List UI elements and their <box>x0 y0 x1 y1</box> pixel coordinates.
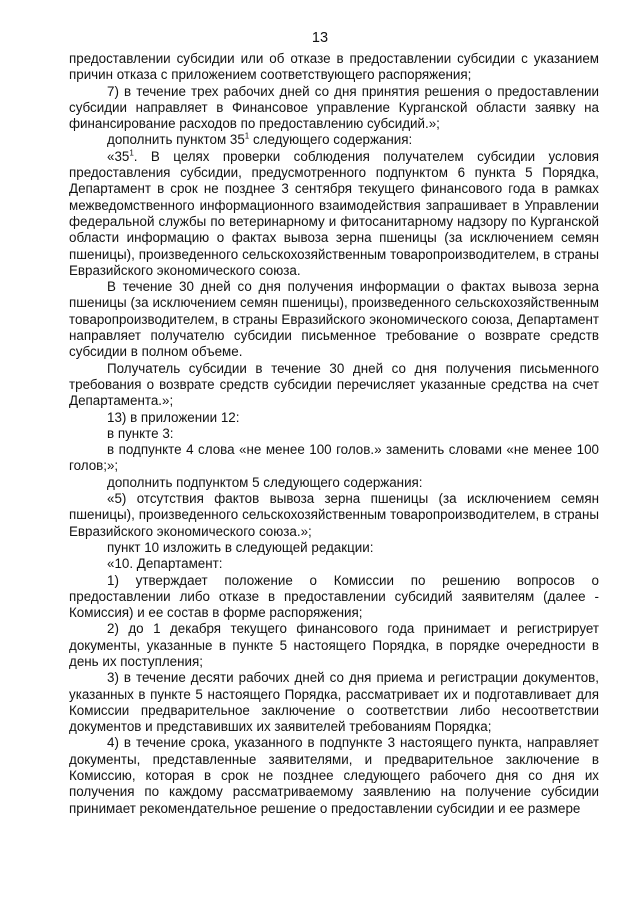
paragraph-point-10-header: «10. Департамент: <box>107 556 223 572</box>
paragraph-add-subpoint-5: дополнить подпунктом 5 следующего содержания: <box>107 474 423 490</box>
superscript: 1 <box>244 132 250 142</box>
paragraph-text: дополнить пунктом 35 <box>107 132 245 148</box>
paragraph-item-2: 2) до 1 декабря текущего финансового года принимает и регистрирует документы, указанные в пункте 5 настоящего Порядка, в порядке очередности в день их поступления; <box>69 621 599 669</box>
paragraph-subpoint-4: в подпункте 4 слова «не менее 100 голов.» заменить словами «не менее 100 голов;»; <box>69 442 599 474</box>
paragraph-appendix-12: 13) в приложении 12: <box>107 409 240 425</box>
paragraph-point-35-1 <box>69 149 599 279</box>
paragraph-recipient-returns: Получатель субсидии в течение 30 дней со дня получения письменного требования о возврате средств субсидии перечисляет указанные средства на счет Департамента.»; <box>69 360 599 409</box>
paragraph-text: следующего содержания: <box>249 132 413 148</box>
paragraph-point-3: в пункте 3: <box>107 425 174 441</box>
paragraph-item-7: 7) в течение трех рабочих дней со дня принятия решения о предоставлении субсидии направляет в Финансовое управление Курганской области заявку на финансирование расходов по предоставлению субсидий.»; <box>69 83 599 132</box>
page-number: 13 <box>311 30 329 46</box>
paragraph-text: «35 <box>107 148 130 164</box>
superscript: 1 <box>129 148 134 158</box>
paragraph-point-10-edit: пункт 10 изложить в следующей редакции: <box>107 539 374 555</box>
document-body <box>69 51 599 817</box>
paragraph-add-point-35-1 <box>69 132 599 148</box>
paragraph-item-4: 4) в течение срока, указанного в подпункте 3 настоящего пункта, направляет документы, представленные заявителями, и предварительное заключение в Комиссию, которая в срок не позднее следующего рабочего дня со дня их получения по каждому рассматриваемому заявлению на получение субсидии принимает рекомендательное решение о предоставлении субсидии и ее размере <box>69 735 599 816</box>
paragraph-30-days-information: В течение 30 дней со дня получения информации о фактах вывоза зерна пшеницы (за исключением семян пшеницы), произведенного сельскохозяйственным товаропроизводителем, в страны Евразийского экономического союза, Департамент направляет получателю субсидии письменное требование о возврате средств субсидии в полном объеме. <box>69 279 599 360</box>
paragraph-text: . В целях проверки соблюдения получателем субсидии условия предоставления субсидии, предусмотренного подпунктом 6 пункта 5 Порядка, Департамент в срок не позднее 3 сентября текущего финансового года в рамках межведомственного информационного взаимодействия запрашивает в Управлении федеральной службы по ветеринарному и фитосанитарному надзору по Курганской области информацию о фактах вывоза зерна пшеницы (за исключением семян пшеницы), произведенного сельскохозяйственным товаропроизводителем, в страны Евразийского экономического союза. <box>69 148 599 278</box>
paragraph-subpoint-5-text: «5) отсутствия фактов вывоза зерна пшеницы (за исключением семян пшеницы), произведенного сельскохозяйственным товаропроизводителем, в страны Евразийского экономического союза.»; <box>69 491 599 539</box>
paragraph-item-3: 3) в течение десяти рабочих дней со дня приема и регистрации документов, указанных в пункте 5 настоящего Порядка, рассматривает их и подготавливает для Комиссии предварительное заключение о соответствии либо несоответствии документов и представивших их заявителей требованиям Порядка; <box>69 670 599 735</box>
paragraph-continuation: предоставлении субсидии или об отказе в предоставлении субсидии с указанием причин отказа с приложением соответствующего распоряжения; <box>69 51 599 83</box>
paragraph-item-1: 1) утверждает положение о Комиссии по решению вопросов о предоставлении либо отказе в предоставлении субсидий заявителям (далее - Комиссия) и ее состав в форме распоряжения; <box>69 572 599 621</box>
